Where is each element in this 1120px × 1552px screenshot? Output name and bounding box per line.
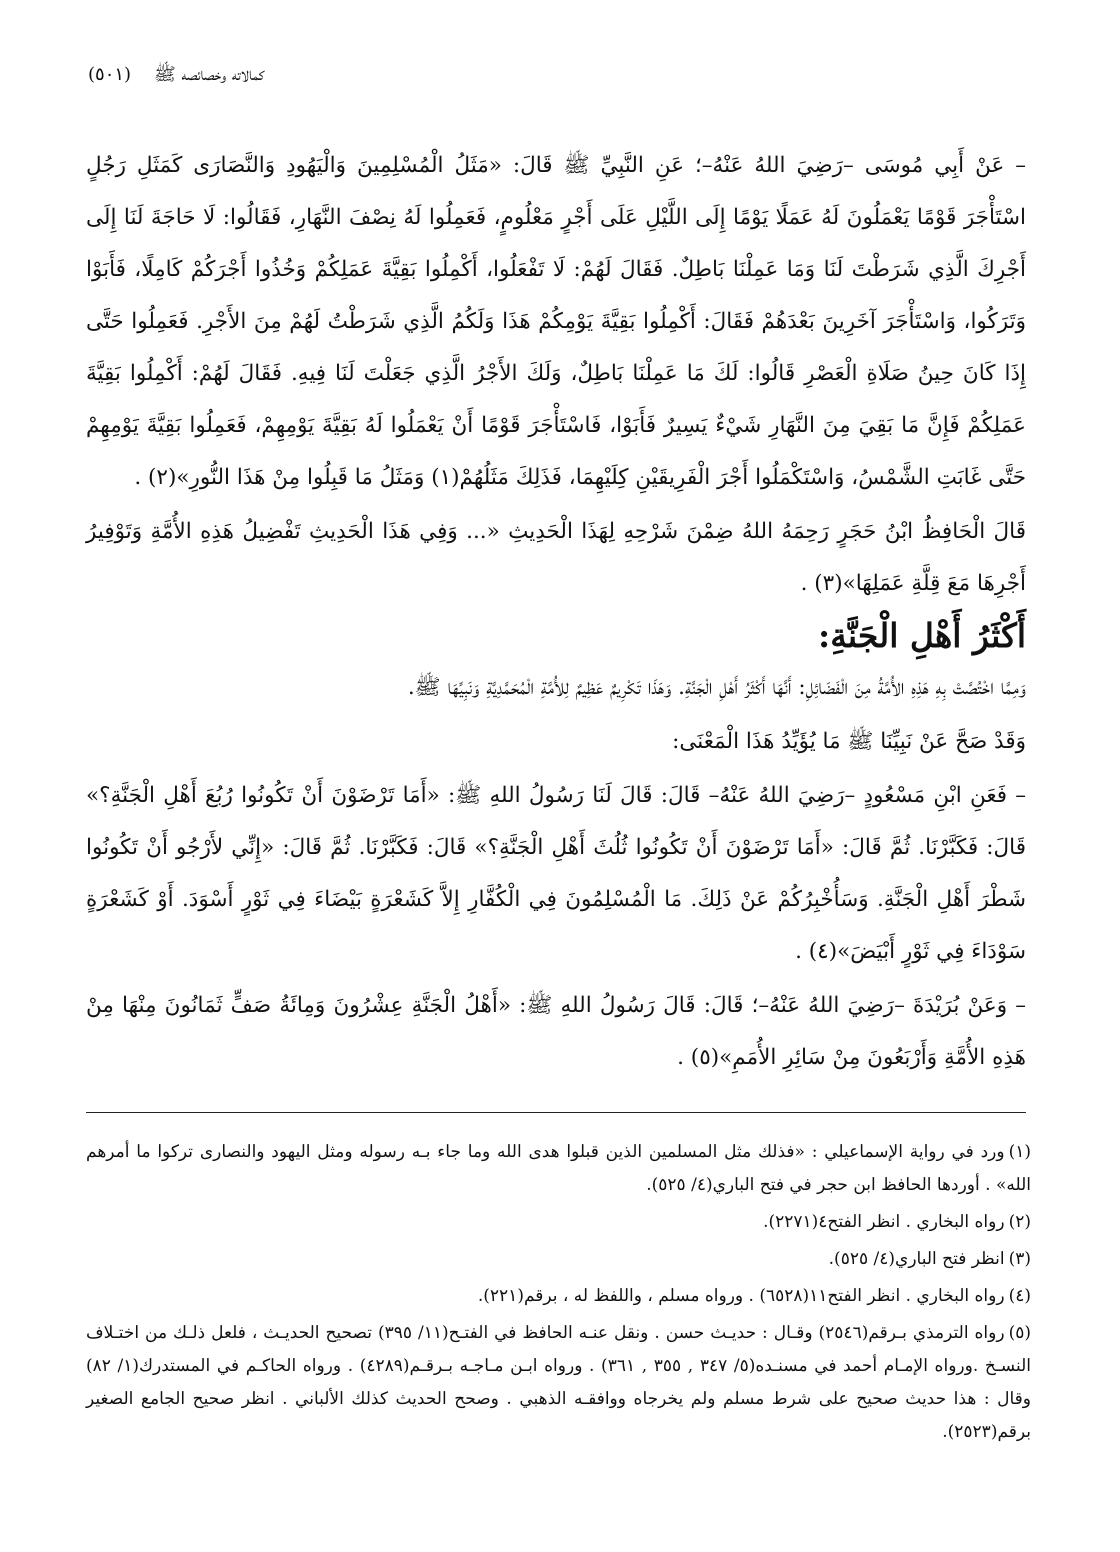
intro-paragraph: وَمِمَّا اخْتُصَّتْ بِهِ هَذِهِ الأُمَّةُ مِنَ الْفَضَائِلِ: أَنَّهَا أَكْثَرُ أَهْلِ الْجَنَّةِ. وَهَذَا تَكْرِيمٌ عَظِيمٌ لِلأُمَّةِ الْمُحَمَّدِيَّةِ وَنَبِيِّهَا ﷺ. bbox=[407, 675, 1026, 700]
footnote-label: (٥) bbox=[1008, 1323, 1031, 1343]
footnote bbox=[86, 1206, 1031, 1239]
footnote-divider bbox=[86, 1112, 1026, 1113]
hadith-paragraph: – فَعَنِ ابْنِ مَسْعُودٍ –رَضِيَ اللهُ عَنْهُ– قَالَ: قَالَ لَنَا رَسُولُ اللهِ ﷺ: «أَمَا تَرْضَوْنَ أَنْ تَكُونُوا رُبُعَ أَهْلِ الْجَنَّةِ؟» قَالَ: فَكَبَّرْنَا. ثُمَّ قَالَ: «أَمَا تَرْضَوْنَ أَنْ تَكُونُوا ثُلُثَ أَهْلِ الْجَنَّةِ؟» قَالَ: فَكَبَّرْنَا. ثُمَّ قَالَ: «إِنِّي لأَرْجُو أَنْ تَكُونُوا شَطْرَ أَهْلِ الْجَنَّةِ. وَسَأُخْبِرُكُمْ عَنْ ذَلِكَ. مَا الْمُسْلِمُونَ فِي الْكُفَّارِ إِلاَّ كَشَعْرَةٍ بَيْضَاءَ فِي ثَوْرٍ أَسْوَدَ. أَوْ كَشَعْرَةٍ سَوْدَاءَ فِي ثَوْرٍ أَبْيَضَ»(٤) . bbox=[86, 783, 1026, 964]
footnote-text: رواه البخاري . انظر الفتح١١(٦٥٢٨) . ورواه مسلم ، واللفظ له ، برقم(٢٢١). bbox=[477, 1286, 1005, 1306]
hadith-paragraph: – عَنْ أَبِي مُوسَى –رَضِيَ اللهُ عَنْهُ–؛ عَنِ النَّبِيِّ ﷺ قَالَ: «مَثَلُ الْمُسْلِمِينَ وَالْيَهُودِ وَالنَّصَارَى كَمَثَلِ رَجُلٍ اسْتَأْجَرَ قَوْمًا يَعْمَلُونَ لَهُ عَمَلًا يَوْمًا إِلَى اللَّيْلِ عَلَى أَجْرٍ مَعْلُومٍ، فَعَمِلُوا لَهُ نِصْفَ النَّهَارِ، فَقَالُوا: لَا حَاجَةَ لَنَا إِلَى أَجْرِكَ الَّذِي شَرَطْتَ لَنَا وَمَا عَمِلْنَا بَاطِلٌ. فَقَالَ لَهُمْ: لَا تَفْعَلُوا، أَكْمِلُوا بَقِيَّةَ عَمَلِكُمْ وَخُذُوا أَجْرَكُمْ كَامِلًا، فَأَبَوْا وَتَرَكُوا، وَاسْتَأْجَرَ آخَرِينَ بَعْدَهُمْ فَقَالَ: أَكْمِلُوا بَقِيَّةَ يَوْمِكُمْ هَذَا وَلَكُمُ الَّذِي شَرَطْتُ لَهُمْ مِنَ الأَجْرِ. فَعَمِلُوا حَتَّى إِذَا كَانَ حِينُ صَلَاةِ الْعَصْرِ قَالُوا: لَكَ مَا عَمِلْنَا بَاطِلٌ، وَلَكَ الأَجْرُ الَّذِي جَعَلْتَ لَنَا فِيهِ. فَقَالَ لَهُمْ: أَكْمِلُوا بَقِيَّةَ عَمَلِكُمْ فَإِنَّ مَا بَقِيَ مِنَ النَّهَارِ شَيْءٌ يَسِيرٌ فَأَبَوْا، فَاسْتَأْجَرَ قَوْمًا أَنْ يَعْمَلُوا لَهُ بَقِيَّةَ يَوْمِهِمْ، فَعَمِلُوا بَقِيَّةَ يَوْمِهِمْ حَتَّى غَابَتِ الشَّمْسُ، وَاسْتَكْمَلُوا أَجْرَ الْفَرِيقَيْنِ كِلَيْهِمَا، فَذَلِكَ مَثَلُهُمْ(١) وَمَثَلُ مَا قَبِلُوا مِنْ هَذَا النُّورِ»(٢) . bbox=[86, 153, 1026, 490]
footnote-text: ورد في رواية الإسماعيلي : «فذلك مثل المسلمين الذين قبلوا هدى الله وما جاء بـه رسوله ومثل اليهود والنصارى تركوا ما أمرهم الله» . أوردها الحافظ ابن حجر في فتح الباري(٤/ ٥٢٥). bbox=[86, 1142, 1031, 1195]
footnotes bbox=[86, 1136, 1031, 1449]
footnote bbox=[86, 1243, 1031, 1276]
main-text bbox=[86, 140, 1026, 1084]
footnote bbox=[86, 1136, 1031, 1202]
commentary-paragraph: قَالَ الْحَافِظُ ابْنُ حَجَرٍ رَحِمَهُ اللهُ ضِمْنَ شَرْحِهِ لِهَذَا الْحَدِيثِ «... وَفِي هَذَا الْحَدِيثِ تَفْضِيلُ هَذِهِ الأُمَّةِ وَتَوْفِيرُ أَجْرِهَا مَعَ قِلَّةِ عَمَلِهَا»(٣) . bbox=[86, 519, 1026, 596]
footnote-text: رواه البخاري . انظر الفتح٤(٢٢٧١). bbox=[763, 1212, 1005, 1232]
page-number: (٥٠١) bbox=[88, 64, 132, 85]
footnote-label: (٤) bbox=[1008, 1286, 1031, 1306]
hadith-paragraph: – وَعَنْ بُرَيْدَةَ –رَضِيَ اللهُ عَنْهُ–؛ قَالَ: قَالَ رَسُولُ اللهِ ﷺ: «أَهْلُ الْجَنَّةِ عِشْرُونَ وَمِائَةُ صَفٍّ ثَمَانُونَ مِنْهَا مِنْ هَذِهِ الأُمَّةِ وَأَرْبَعُونَ مِنْ سَائِرِ الأُمَمِ»(٥) . bbox=[86, 993, 1026, 1070]
footnote-label: (٢) bbox=[1008, 1212, 1031, 1232]
footnote-label: (٣) bbox=[1008, 1249, 1031, 1269]
running-title: كمالاته وخصائصه ﷺ bbox=[154, 64, 265, 85]
running-header bbox=[88, 60, 264, 90]
footnote-text: رواه الترمذي بـرقم(٢٥٤٦) وقـال : حديـث حسن . ونقل عنـه الحافظ في الفتـح(١١/ ٣٩٥) تصحيح الحديـث ، فلعل ذلـك من اختـلاف النسـخ .ورواه الإمـام أحمد في مسنـده(٥/ ٣٤٧ , ٣٥٥ , ٣٦١) . ورواه ابـن مـاجـه بـرقـم(٤٢٨٩) . ورواه الحاكـم في المستدرك(١/ ٨٢) وقال : هذا حديث صحيح على شرط مسلم ولم يخرجاه ووافقـه الذهبي . وصحح الحديث كذلك الألباني . انظر صحيح الجامع الصغير برقم(٢٥٢٣). bbox=[86, 1323, 1031, 1442]
footnote-text: انظر فتح الباري(٤/ ٥٢٥). bbox=[828, 1249, 1005, 1269]
intro-paragraph: وَقَدْ صَحَّ عَنْ نَبِيِّنَا ﷺ مَا يُؤَيِّدُ هَذَا الْمَعْنَى: bbox=[672, 729, 1026, 754]
footnote-label: (١) bbox=[1008, 1142, 1031, 1162]
section-heading: أَكْثَرُ أَهْلِ الْجَنَّةِ: bbox=[818, 616, 1026, 655]
footnote bbox=[86, 1280, 1031, 1313]
footnote bbox=[86, 1317, 1031, 1449]
